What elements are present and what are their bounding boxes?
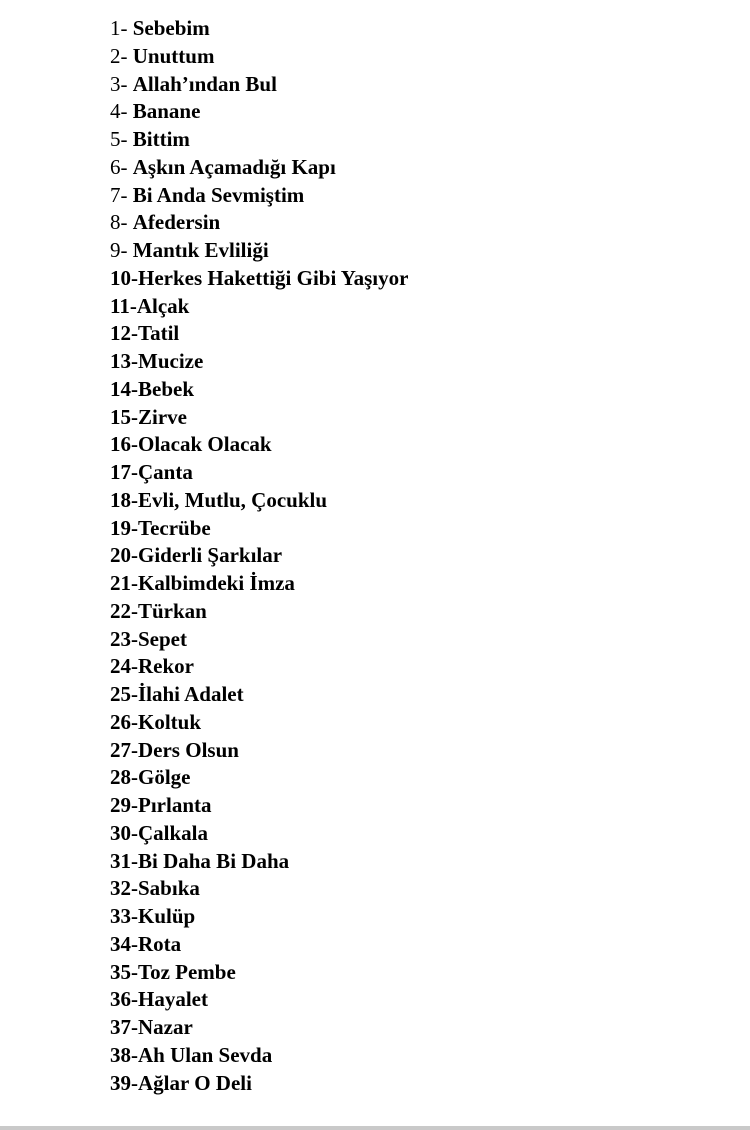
item-number: 13-: [110, 349, 138, 373]
list-item: [110, 348, 408, 376]
page-bottom-divider: [0, 1126, 750, 1130]
list-item: [110, 293, 408, 321]
item-title: Ağlar O Deli: [138, 1070, 252, 1095]
item-number: 34-: [110, 931, 138, 956]
item-title: Tatil: [138, 321, 180, 346]
item-number: 12-: [110, 321, 138, 346]
list-item: [110, 98, 408, 126]
item-number: 33-: [110, 904, 138, 928]
list-item: [110, 653, 408, 681]
list-item: [110, 681, 408, 709]
list-item: [110, 182, 408, 210]
item-title: Evli, Mutlu, Çocuklu: [138, 487, 328, 512]
item-number: 25-: [110, 682, 138, 706]
list-item: [110, 737, 408, 765]
item-title: Nazar: [138, 1015, 193, 1039]
item-title: Bebek: [138, 376, 195, 401]
item-number: 19-: [110, 515, 138, 540]
item-title: Türkan: [138, 598, 207, 623]
item-title: Rekor: [138, 654, 194, 679]
list-item: [110, 570, 408, 598]
item-title: Ah Ulan Sevda: [138, 1042, 273, 1067]
list-item: [110, 1042, 408, 1070]
item-title: Gölge: [138, 765, 191, 790]
list-item: [110, 848, 408, 876]
list-item: [110, 209, 408, 237]
item-title: Rota: [138, 931, 182, 956]
item-number: 15-: [110, 404, 138, 429]
list-item: [110, 875, 408, 903]
item-title: Sebebim: [132, 16, 210, 40]
item-number: 29-: [110, 793, 138, 817]
item-title: Çalkala: [138, 820, 209, 845]
list-item: [110, 431, 408, 459]
item-number: 32-: [110, 876, 138, 901]
list-item: [110, 764, 408, 792]
list-item: [110, 237, 408, 265]
item-number: 27-: [110, 737, 138, 762]
item-number: 36-: [110, 987, 138, 1012]
item-title: Ders Olsun: [138, 737, 239, 762]
list-item: [110, 709, 408, 737]
item-title: Mantık Evliliği: [132, 238, 269, 262]
item-title: İlahi Adalet: [138, 682, 244, 706]
item-title: Zirve: [138, 404, 187, 429]
list-item: [110, 265, 408, 293]
item-number: 4-: [110, 99, 133, 124]
list-item: [110, 154, 408, 182]
item-number: 37-: [110, 1015, 138, 1039]
list-item: [110, 459, 408, 487]
item-number: 38-: [110, 1042, 138, 1067]
item-number: 3-: [110, 71, 133, 96]
list-item: [110, 515, 408, 543]
list-item: [110, 487, 408, 515]
list-item: [110, 598, 408, 626]
item-number: 28-: [110, 765, 138, 790]
item-title: Bittim: [132, 127, 190, 151]
item-number: 21-: [110, 571, 138, 595]
item-title: Banane: [132, 99, 201, 124]
item-title: Bi Anda Sevmiştim: [132, 182, 305, 207]
list-item: [110, 126, 408, 154]
item-title: Sabıka: [138, 876, 200, 901]
list-item: [110, 792, 408, 820]
item-title: Çanta: [138, 460, 193, 484]
list-item: [110, 626, 408, 654]
list-item: [110, 320, 408, 348]
list-item: [110, 404, 408, 432]
item-number: 22-: [110, 598, 138, 623]
item-number: 8-: [110, 210, 133, 235]
item-number: 24-: [110, 654, 138, 679]
item-number: 30-: [110, 820, 138, 845]
item-title: Mucize: [138, 349, 204, 373]
item-number: 31-: [110, 848, 138, 873]
list-item: [110, 1014, 408, 1042]
item-number: 1-: [110, 16, 133, 40]
item-number: 18-: [110, 487, 138, 512]
item-title: Hayalet: [138, 987, 208, 1012]
item-title: Bi Daha Bi Daha: [138, 848, 290, 873]
list-item: [110, 903, 408, 931]
list-item: [110, 542, 408, 570]
list-item: [110, 959, 408, 987]
list-item: [110, 15, 408, 43]
list-item: [110, 43, 408, 71]
item-number: 26-: [110, 709, 138, 734]
item-title: Giderli Şarkılar: [138, 543, 283, 568]
list-item: [110, 71, 408, 99]
item-title: Herkes Hakettiği Gibi Yaşıyor: [138, 265, 409, 290]
item-number: 23-: [110, 626, 138, 651]
item-number: 7-: [110, 182, 133, 207]
item-number: 6-: [110, 154, 133, 179]
item-title: Unuttum: [132, 43, 215, 68]
song-list: [110, 15, 408, 1097]
item-title: Kulüp: [138, 904, 196, 928]
item-title: Allah’ından Bul: [132, 71, 277, 96]
item-title: Koltuk: [138, 709, 202, 734]
item-number: 11-: [110, 293, 137, 318]
item-number: 16-: [110, 432, 138, 457]
list-item: [110, 931, 408, 959]
list-item: [110, 986, 408, 1014]
item-number: 39-: [110, 1070, 138, 1095]
item-number: 17-: [110, 460, 138, 484]
item-title: Toz Pembe: [138, 959, 236, 984]
item-number: 5-: [110, 127, 133, 151]
item-title: Tecrübe: [138, 515, 211, 540]
item-title: Aşkın Açamadığı Kapı: [132, 154, 336, 179]
item-title: Kalbimdeki İmza: [138, 571, 295, 595]
item-title: Pırlanta: [138, 793, 212, 817]
item-title: Alçak: [136, 293, 190, 318]
item-title: Afedersin: [132, 210, 221, 235]
item-number: 20-: [110, 543, 138, 568]
item-title: Sepet: [138, 626, 187, 651]
list-item: [110, 376, 408, 404]
item-number: 14-: [110, 376, 138, 401]
item-title: Olacak Olacak: [138, 432, 272, 457]
list-item: [110, 1070, 408, 1098]
item-number: 2-: [110, 43, 133, 68]
item-number: 35-: [110, 959, 138, 984]
list-item: [110, 820, 408, 848]
item-number: 10-: [110, 265, 138, 290]
item-number: 9-: [110, 238, 133, 262]
